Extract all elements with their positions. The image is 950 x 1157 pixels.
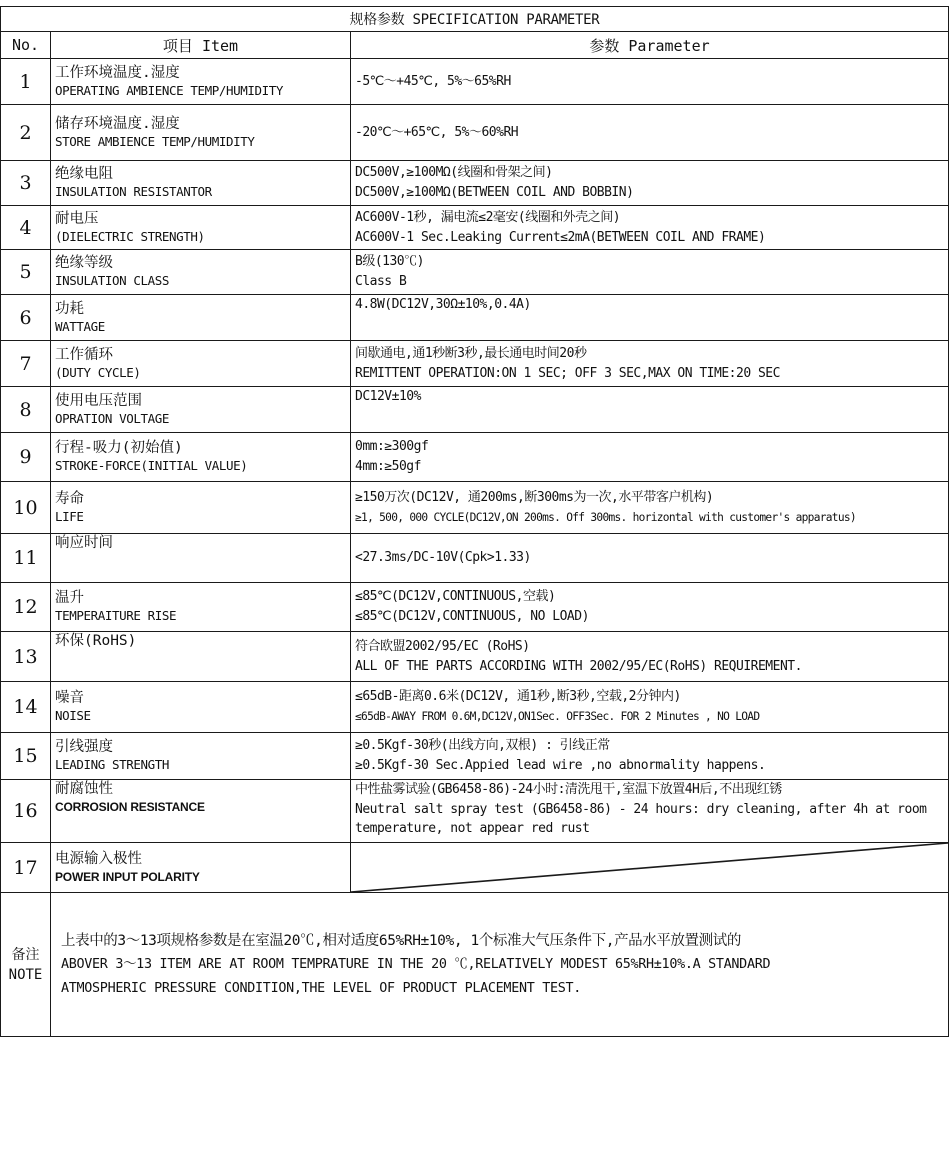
param-line: DC500V,≥100MΩ(线圈和骨架之间)	[355, 165, 553, 180]
row-number: 14	[1, 682, 51, 733]
item-cell	[51, 250, 351, 295]
param-line: DC500V,≥100MΩ(BETWEEN COIL AND BOBBIN)	[355, 185, 634, 200]
param-line: B级(130℃)	[355, 254, 424, 269]
item-en: LEADING STRENGTH	[55, 757, 170, 772]
item-en: INSULATION CLASS	[55, 273, 170, 288]
not-applicable-cell	[351, 843, 949, 893]
parameter-cell	[351, 780, 949, 843]
parameter-cell	[351, 632, 949, 682]
param-line: 0mm:≥300gf	[355, 439, 429, 454]
item-cell	[51, 387, 351, 433]
row-number: 16	[1, 780, 51, 843]
item-zh: 响应时间	[55, 535, 113, 551]
param-line: AC600V-1 Sec.Leaking Current≤2mA(BETWEEN COIL AND FRAME)	[355, 229, 766, 245]
item-zh: 噪音	[55, 690, 84, 706]
row-number: 15	[1, 733, 51, 780]
parameter-cell	[351, 433, 949, 482]
table-row	[1, 341, 949, 387]
item-cell	[51, 59, 351, 105]
item-en: WATTAGE	[55, 318, 105, 334]
table-row	[1, 295, 949, 341]
row-number: 7	[1, 341, 51, 387]
param-line: ≥1, 500, 000 CYCLE(DC12V,ON 200ms. Off 300ms. horizontal with customer's apparatus)	[355, 510, 856, 524]
parameter-cell	[351, 105, 949, 161]
table-row	[1, 433, 949, 482]
parameter-cell	[351, 534, 949, 583]
item-en: CORROSION RESISTANCE	[55, 800, 205, 814]
param-line: Class B	[355, 274, 407, 289]
row-number: 12	[1, 583, 51, 632]
item-en: OPERATING AMBIENCE TEMP/HUMIDITY	[55, 82, 284, 98]
item-cell	[51, 433, 351, 482]
specification-table	[0, 6, 949, 1037]
item-zh: 温升	[55, 590, 84, 606]
param-line: DC12V±10%	[355, 389, 421, 404]
table-row	[1, 583, 949, 632]
row-number: 5	[1, 250, 51, 295]
item-zh: 工作环境温度.湿度	[55, 64, 180, 81]
table-row	[1, 682, 949, 733]
diagonal-strike	[351, 843, 948, 892]
param-line: ≥150万次(DC12V, 通200ms,断300ms为一次,水平带客户机构)	[355, 489, 714, 505]
parameter-cell	[351, 387, 949, 433]
item-zh: 寿命	[55, 490, 84, 507]
row-number: 13	[1, 632, 51, 682]
param-line: ≥0.5Kgf-30秒(出线方向,双根) : 引线正常	[355, 738, 610, 753]
row-number: 8	[1, 387, 51, 433]
item-en: INSULATION RESISTANTOR	[55, 184, 212, 199]
parameter-cell	[351, 341, 949, 387]
item-cell	[51, 105, 351, 161]
param-line: -20℃～+65℃, 5%～60%RH	[355, 124, 519, 140]
item-zh: 使用电压范围	[55, 392, 142, 409]
row-number: 3	[1, 161, 51, 206]
note-row	[1, 893, 949, 1037]
row-number: 10	[1, 482, 51, 534]
item-cell	[51, 733, 351, 780]
item-cell	[51, 482, 351, 534]
item-cell	[51, 534, 351, 583]
item-cell	[51, 583, 351, 632]
table-row	[1, 387, 949, 433]
row-number: 17	[1, 843, 51, 893]
row-number: 11	[1, 534, 51, 583]
table-row	[1, 206, 949, 250]
table-row	[1, 843, 949, 893]
header-item: 项目 Item	[51, 32, 351, 59]
note-label	[1, 893, 51, 1037]
item-cell	[51, 632, 351, 682]
table-row	[1, 105, 949, 161]
param-line: ≤65dB-AWAY FROM 0.6M,DC12V,ON1Sec. OFF3Sec. FOR 2 Minutes , NO LOAD	[355, 710, 760, 723]
row-number: 2	[1, 105, 51, 161]
param-line: ≤85℃(DC12V,CONTINUOUS, NO LOAD)	[355, 609, 589, 624]
item-zh: 耐腐蚀性	[55, 781, 113, 797]
item-zh: 引线强度	[55, 739, 113, 755]
note-text	[51, 893, 949, 1037]
header-parameter: 参数 Parameter	[351, 32, 949, 59]
param-line: AC600V-1秒, 漏电流≤2毫安(线圈和外壳之间)	[355, 209, 621, 225]
item-zh: 行程-吸力(初始值)	[55, 440, 183, 456]
table-row	[1, 534, 949, 583]
parameter-cell	[351, 682, 949, 733]
title-row	[1, 7, 949, 32]
item-cell	[51, 206, 351, 250]
param-line: 4.8W(DC12V,30Ω±10%,0.4A)	[355, 297, 531, 312]
table-row	[1, 250, 949, 295]
table-row	[1, 59, 949, 105]
item-zh: 电源输入极性	[55, 850, 142, 867]
item-cell	[51, 341, 351, 387]
note-line: ABOVER 3～13 ITEM ARE AT ROOM TEMPRATURE IN THE 20 ℃,RELATIVELY MODEST 65%RH±10%.A STANDARD	[61, 956, 771, 972]
item-cell	[51, 780, 351, 843]
param-line: Neutral salt spray test (GB6458-86) - 24 hours: dry cleaning, after 4h at room temperature, not appear red rust	[355, 802, 927, 836]
param-line: <27.3ms/DC-10V(Cpk>1.33)	[355, 550, 531, 565]
param-line: ≤85℃(DC12V,CONTINUOUS,空载)	[355, 589, 556, 604]
param-line: ≥0.5Kgf-30 Sec.Appied lead wire ,no abnormality happens.	[355, 758, 766, 773]
item-cell	[51, 682, 351, 733]
table-row	[1, 733, 949, 780]
item-en: (DIELECTRIC STRENGTH)	[55, 228, 205, 244]
param-line: 间歇通电,通1秒断3秒,最长通电时间20秒	[355, 345, 587, 361]
item-cell	[51, 843, 351, 893]
item-zh: 绝缘电阻	[55, 166, 113, 182]
row-number: 4	[1, 206, 51, 250]
param-line: 符合欧盟2002/95/EC (RoHS)	[355, 638, 530, 654]
item-zh: 储存环境温度.湿度	[55, 115, 180, 132]
note-line: ATMOSPHERIC PRESSURE CONDITION,THE LEVEL OF PRODUCT PLACEMENT TEST.	[61, 980, 582, 996]
param-line: 4mm:≥50gf	[355, 459, 421, 474]
param-line: -5℃～+45℃, 5%～65%RH	[355, 73, 511, 89]
parameter-cell	[351, 161, 949, 206]
row-number: 1	[1, 59, 51, 105]
note-label-zh: 备注	[11, 946, 40, 963]
item-cell	[51, 161, 351, 206]
parameter-cell	[351, 482, 949, 534]
header-row	[1, 32, 949, 59]
item-cell	[51, 295, 351, 341]
item-en: STORE AMBIENCE TEMP/HUMIDITY	[55, 133, 255, 149]
parameter-cell	[351, 206, 949, 250]
header-no: No.	[1, 32, 51, 59]
param-line: REMITTENT OPERATION:ON 1 SEC; OFF 3 SEC,MAX ON TIME:20 SEC	[355, 365, 780, 381]
item-zh: 环保(RoHS)	[55, 633, 137, 649]
table-row	[1, 482, 949, 534]
table-title: 规格参数 SPECIFICATION PARAMETER	[1, 7, 949, 32]
param-line: ALL OF THE PARTS ACCORDING WITH 2002/95/EC(RoHS) REQUIREMENT.	[355, 658, 802, 674]
table-row	[1, 632, 949, 682]
item-zh: 工作循环	[55, 346, 113, 363]
note-line: 上表中的3～13项规格参数是在室温20℃,相对适度65%RH±10%, 1个标准大气压条件下,产品水平放置测试的	[61, 932, 741, 949]
item-en: OPRATION VOLTAGE	[55, 410, 170, 426]
item-en: LIFE	[55, 508, 84, 524]
item-zh: 绝缘等级	[55, 255, 113, 271]
item-zh: 耐电压	[55, 210, 99, 227]
parameter-cell	[351, 583, 949, 632]
table-row	[1, 780, 949, 843]
item-en: TEMPERAITURE RISE	[55, 608, 177, 623]
param-line: 中性盐雾试验(GB6458-86)-24小时:清洗甩干,室温下放置4H后,不出现红锈	[355, 782, 782, 797]
row-number: 9	[1, 433, 51, 482]
parameter-cell	[351, 59, 949, 105]
parameter-cell	[351, 295, 949, 341]
param-line: ≤65dB-距离0.6米(DC12V, 通1秒,断3秒,空载,2分钟内)	[355, 689, 681, 704]
note-label-en: NOTE	[8, 966, 43, 983]
parameter-cell	[351, 250, 949, 295]
item-en: POWER INPUT POLARITY	[55, 869, 200, 884]
item-en: (DUTY CYCLE)	[55, 364, 141, 380]
item-en: STROKE-FORCE(INITIAL VALUE)	[55, 458, 248, 473]
item-en: NOISE	[55, 708, 91, 723]
parameter-cell	[351, 733, 949, 780]
table-row	[1, 161, 949, 206]
row-number: 6	[1, 295, 51, 341]
item-zh: 功耗	[55, 300, 84, 317]
